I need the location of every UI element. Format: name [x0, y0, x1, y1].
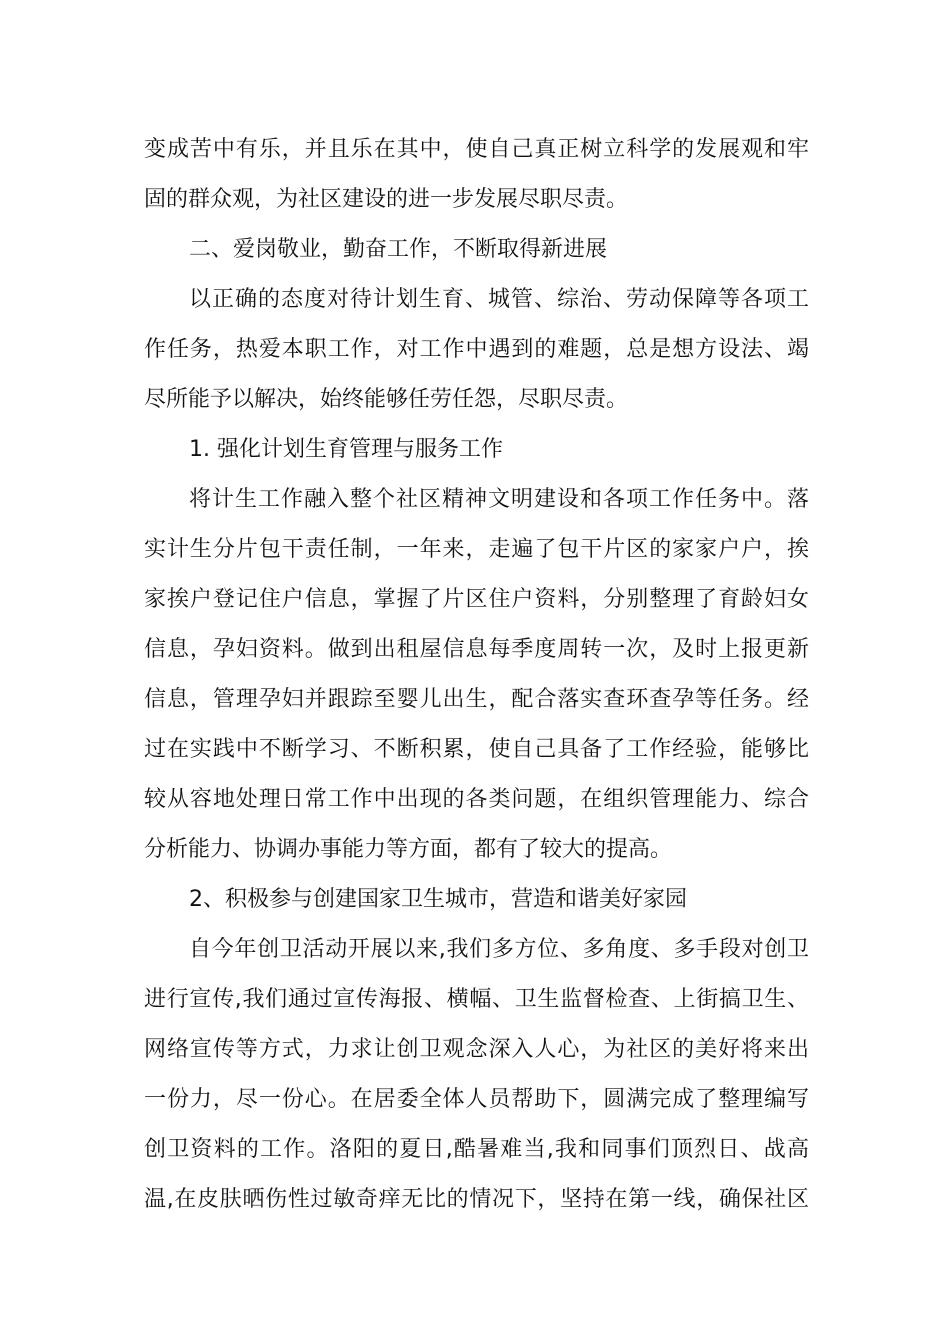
body-text-line: 变成苦中有乐，并且乐在其中，使自己真正树立科学的发展观和牢: [144, 137, 809, 162]
subsection-heading: 2、积极参与创建国家卫生城市，营造和谐美好家园: [189, 887, 687, 912]
body-text-line: 自今年创卫活动开展以来,我们多方位、多角度、多手段对创卫: [189, 937, 809, 962]
body-text-line: 实计生分片包干责任制，一年来，走遍了包干片区的家家户户，挨: [144, 537, 809, 562]
body-text-line: 温,在皮肤晒伤性过敏奇痒无比的情况下，坚持在第一线，确保社区: [144, 1187, 809, 1212]
body-text-line: 过在实践中不断学习、不断积累，使自己具备了工作经验，能够比: [144, 737, 809, 762]
body-text-line: 以正确的态度对待计划生育、城管、综治、劳动保障等各项工: [189, 287, 809, 312]
body-text-line: 分析能力、协调办事能力等方面，都有了较大的提高。: [144, 837, 673, 862]
body-text-line: 信息，孕妇资料。做到出租屋信息每季度周转一次，及时上报更新: [144, 637, 809, 662]
body-text-line: 创卫资料的工作。洛阳的夏日,酷暑难当,我和同事们顶烈日、战高: [144, 1137, 809, 1162]
body-text-line: 作任务，热爱本职工作，对工作中遇到的难题，总是想方设法、竭: [144, 337, 809, 362]
subsection-heading: 1. 强化计划生育管理与服务工作: [189, 437, 503, 462]
body-text-line: 家挨户登记住户信息，掌握了片区住户资料，分别整理了育龄妇女: [144, 587, 809, 612]
body-text-line: 进行宣传,我们通过宣传海报、横幅、卫生监督检查、上街搞卫生、: [144, 987, 809, 1012]
body-text-line: 固的群众观，为社区建设的进一步发展尽职尽责。: [144, 187, 629, 212]
section-heading: 二、爱岗敬业，勤奋工作，不断取得新进展: [189, 237, 608, 262]
body-text-line: 较从容地处理日常工作中出现的各类问题，在组织管理能力、综合: [144, 787, 809, 812]
body-text-line: 尽所能予以解决，始终能够任劳任怨，尽职尽责。: [144, 387, 629, 412]
body-text-line: 信息，管理孕妇并跟踪至婴儿出生，配合落实查环查孕等任务。经: [144, 687, 809, 712]
body-text-line: 一份力，尽一份心。在居委全体人员帮助下，圆满完成了整理编写: [144, 1087, 809, 1112]
body-text-line: 将计生工作融入整个社区精神文明建设和各项工作任务中。落: [189, 487, 809, 512]
body-text-line: 网络宣传等方式，力求让创卫观念深入人心，为社区的美好将来出: [144, 1037, 809, 1062]
